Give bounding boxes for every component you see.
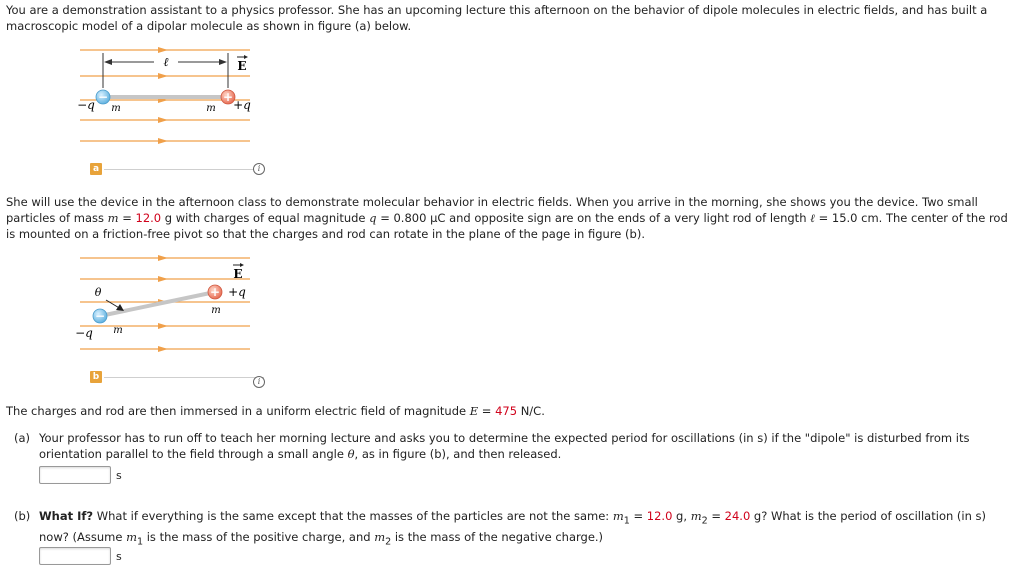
theta-label: θ <box>94 286 102 299</box>
pos-charge-label-b: +q <box>228 285 246 299</box>
neg-mass-label-a: m <box>111 103 121 114</box>
answer-a-unit: s <box>116 469 122 482</box>
answer-a-input[interactable] <box>39 466 111 484</box>
positive-sign-a: + <box>222 90 234 104</box>
length-dimension <box>103 53 228 88</box>
figure-a-info-icon[interactable]: i <box>253 163 265 175</box>
question-b-text: What If? What if everything is the same except that the masses of the particles are not the same: $m_1 = 12.0$ g, $m_2 = 24.0$ g? What is the period of oscillation (in s) now? (Assume $m_1$ is the mass of the positive charge, and $m_2$ is the mass of the negative charge.) <box>39 509 987 548</box>
figure-b-tag: b <box>90 371 102 383</box>
figure-a-caption-line <box>104 169 264 170</box>
negative-sign-b: − <box>94 309 106 323</box>
neg-charge-label-b: −q <box>75 326 93 340</box>
figure-b-info-icon[interactable]: i <box>253 376 265 388</box>
neg-charge-label-a: −q <box>77 98 95 112</box>
positive-sign-b: + <box>209 285 221 299</box>
answer-b-unit: s <box>116 550 122 563</box>
question-a-label: (a) <box>14 431 31 445</box>
field-value: 475 <box>495 404 518 418</box>
neg-mass-label-b: m <box>113 325 123 336</box>
figure-a-diagram <box>66 48 268 158</box>
pos-charge-label-a: +q <box>233 98 251 112</box>
mass-value: 12.0 <box>135 211 162 225</box>
figure-a-tag: a <box>90 163 102 175</box>
figure-b-diagram <box>66 256 268 366</box>
pos-mass-label-a: m <box>206 103 216 114</box>
figure-a <box>66 48 268 178</box>
negative-sign-a: − <box>97 90 109 104</box>
m2-value: 24.0 <box>724 509 751 523</box>
question-a-text: Your professor has to run off to teach her morning lecture and asks you to determine the expected period for oscillations (in s) if the "dipole" is disturbed from its orientation parallel to the field through a small angle θ, as in figure (b), and then released. <box>39 431 970 461</box>
field-label-a <box>237 55 248 73</box>
svg-text:E: E <box>233 267 243 281</box>
field-label-b <box>233 263 244 281</box>
question-b-label: (b) <box>14 509 31 523</box>
figure-b <box>66 256 268 391</box>
rod-b <box>100 292 215 316</box>
intro-text: You are a demonstration assistant to a physics professor. She has an upcoming lecture this afternoon on the behavior of dipole molecules in electric fields, and has built a macroscopic model of a dipolar molecule as shown in figure (a) below. <box>6 3 988 33</box>
m1-value: 12.0 <box>646 509 673 523</box>
figure-b-caption-line <box>104 377 264 378</box>
length-label: ℓ <box>163 55 169 69</box>
svg-text:E: E <box>237 59 247 73</box>
field-text: The charges and rod are then immersed in a uniform electric field of magnitude E = 475 N/C. <box>6 404 545 418</box>
pos-mass-label-b: m <box>211 305 221 316</box>
answer-b-input[interactable] <box>39 547 111 565</box>
setup-text: She will use the device in the afternoon class to demonstrate molecular behavior in electric fields. When you arrive in the morning, she shows you the device. Two small particles of mass m = 12.0 g with charges of equal magnitude q = 0.800 µC and opposite sign are on the ends of a very light rod of length ℓ = 15.0 cm. The center of the rod is mounted on a friction-free pivot so that the charges and rod can rotate in the plane of the page in figure (b). <box>6 195 1008 241</box>
what-if-label: What If? <box>39 509 94 523</box>
